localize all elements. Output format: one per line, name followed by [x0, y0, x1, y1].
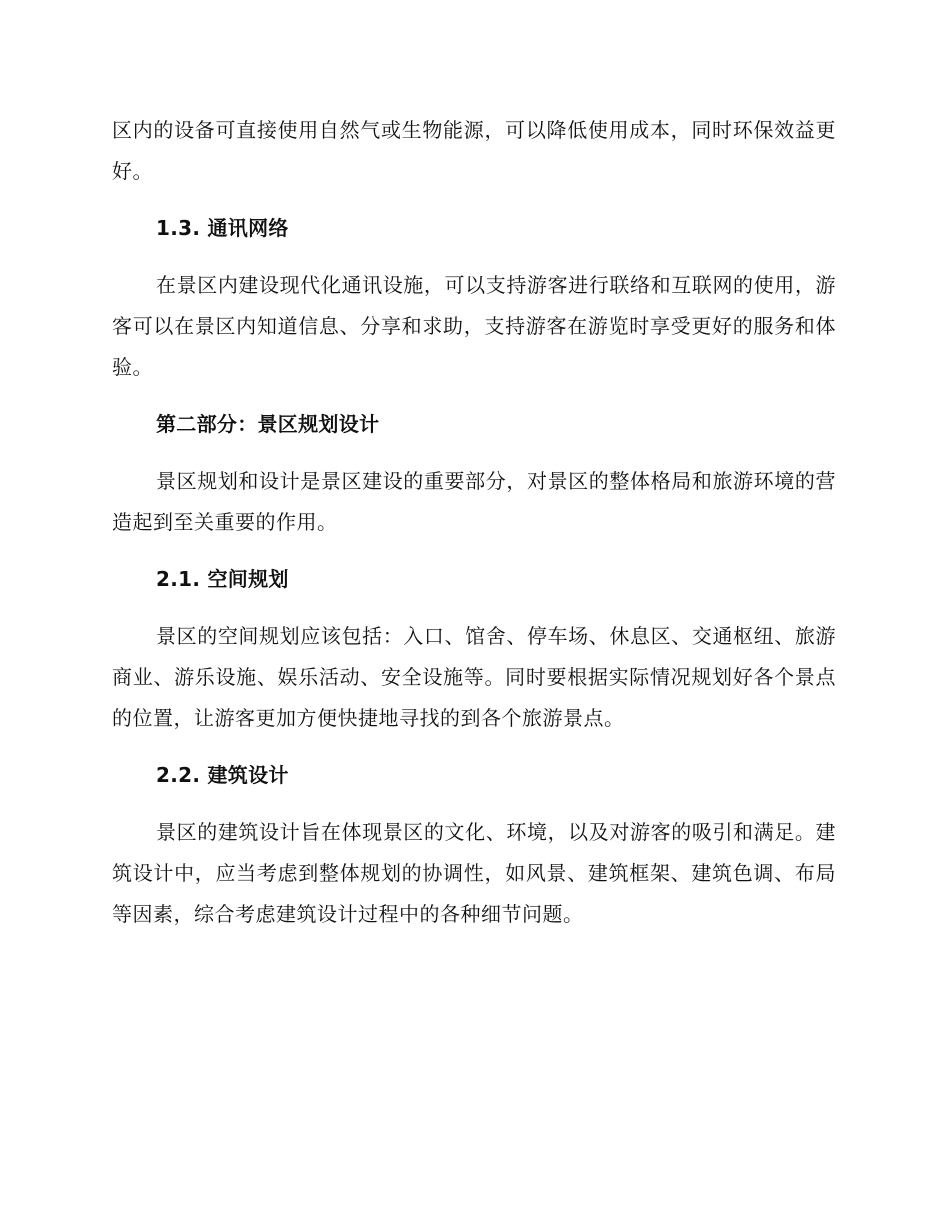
spacer — [112, 192, 836, 208]
document-body — [112, 110, 836, 935]
section-heading-2-1: 2.1. 空间规划 — [156, 567, 289, 591]
spacer — [112, 388, 836, 404]
paragraph-continuation: 区内的设备可直接使用自然气或生物能源，可以降低使用成本，同时环保效益更好。 — [112, 118, 836, 183]
paragraph-architecture: 景区的建筑设计旨在体现景区的文化、环境，以及对游客的吸引和满足。建筑设计中，应当考虑到整体规划的协调性，如风景、建筑框架、建筑色调、布局等因素，综合考虑建筑设计过程中的各种细节问题。 — [112, 820, 836, 926]
spacer — [112, 600, 836, 616]
section-heading-2-2: 2.2. 建筑设计 — [156, 763, 289, 787]
part-heading-2: 第二部分：景区规划设计 — [156, 412, 380, 436]
paragraph-space-planning: 景区的空间规划应该包括：入口、馆舍、停车场、休息区、交通枢纽、旅游商业、游乐设施、娱乐活动、安全设施等。同时要根据实际情况规划好各个景点的位置，让游客更加方便快捷地寻找的到各个旅游景点。 — [112, 624, 836, 730]
spacer — [112, 445, 836, 461]
spacer — [112, 543, 836, 559]
spacer — [112, 739, 836, 755]
spacer — [112, 249, 836, 265]
spacer — [112, 796, 836, 812]
paragraph-communication: 在景区内建设现代化通讯设施，可以支持游客进行联络和互联网的使用，游客可以在景区内知道信息、分享和求助，支持游客在游览时享受更好的服务和体验。 — [112, 273, 836, 379]
section-heading-1-3: 1.3. 通讯网络 — [156, 216, 289, 240]
paragraph-planning-intro: 景区规划和设计是景区建设的重要部分，对景区的整体格局和旅游环境的营造起到至关重要的作用。 — [112, 469, 836, 534]
